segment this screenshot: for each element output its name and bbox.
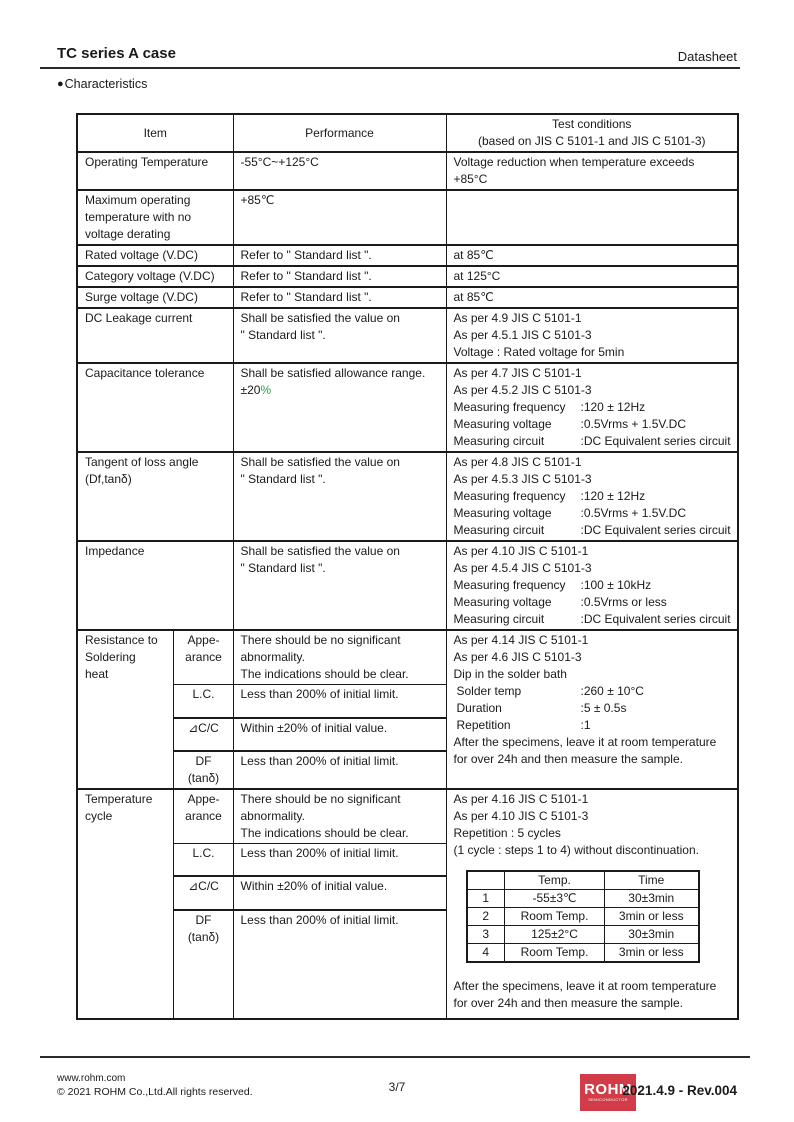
- sub-item-cell: DF (tanδ): [173, 751, 233, 789]
- row-impedance: [77, 541, 738, 630]
- cycle-time-header: Time: [605, 871, 699, 890]
- footer-website: www.rohm.com: [57, 1073, 126, 1084]
- page-number: 3/7: [388, 1080, 406, 1094]
- tolerance-value: ±20%: [240, 383, 272, 397]
- footer-divider: [40, 1056, 750, 1058]
- item-cell: Surge voltage (V.DC): [77, 287, 233, 308]
- sub-item-cell: L.C.: [173, 843, 233, 876]
- performance-cell: Refer to " Standard list ".: [233, 287, 446, 308]
- cycle-row-3: 3 125±2°C 30±3min: [467, 925, 699, 943]
- sub-item-cell: Appe- arance: [173, 630, 233, 685]
- sub-item-cell: Appe- arance: [173, 789, 233, 844]
- cycle-temp-header: Temp.: [505, 871, 605, 890]
- item-cell: DC Leakage current: [77, 308, 233, 363]
- test-cell: at 125°C: [446, 266, 738, 287]
- item-cell: Operating Temperature: [77, 152, 233, 190]
- row-tangent-of-loss: [77, 452, 738, 541]
- item-cell: Maximum operating temperature with no voltage derating: [77, 190, 233, 245]
- row-operating-temperature: [77, 152, 738, 190]
- section-heading: [57, 77, 147, 91]
- test-conditions-title: Test conditions: [552, 117, 632, 131]
- row-surge-voltage: [77, 287, 738, 308]
- cycle-row-2: 2 Room Temp. 3min or less: [467, 907, 699, 925]
- footer-copyright: © 2021 ROHM Co.,Ltd.All rights reserved.: [57, 1086, 253, 1098]
- test-cell: at 85℃: [446, 287, 738, 308]
- performance-cell: Shall be satisfied the value on " Standard list ".: [233, 308, 446, 363]
- performance-cell: Within ±20% of initial value.: [233, 876, 446, 910]
- item-cell: Category voltage (V.DC): [77, 266, 233, 287]
- test-cell: As per 4.14 JIS C 5101-1 As per 4.6 JIS C 5101-3 Dip in the solder bath Solder temp :260 ± 10°C Duration :5 ± 0.5s Repetition :1 After the specimens, leave it at room temperature for over 24h and then measure the sample.: [446, 630, 738, 789]
- title-divider: [40, 67, 740, 69]
- row-rated-voltage: [77, 245, 738, 266]
- test-cell: at 85℃: [446, 245, 738, 266]
- revision-label: 2021.4.9 - Rev.004: [622, 1083, 737, 1098]
- performance-cell: Refer to " Standard list ".: [233, 245, 446, 266]
- row-capacitance-tolerance: [77, 363, 738, 452]
- performance-cell: Shall be satisfied the value on " Standard list ".: [233, 452, 446, 541]
- test-cell: As per 4.9 JIS C 5101-1 As per 4.5.1 JIS C 5101-3 Voltage : Rated voltage for 5min: [446, 308, 738, 363]
- performance-cell: Less than 200% of initial limit.: [233, 685, 446, 718]
- performance-cell: Shall be satisfied the value on " Standard list ".: [233, 541, 446, 630]
- test-conditions-note: (based on JIS C 5101-1 and JIS C 5101-3): [478, 134, 706, 148]
- test-cell: As per 4.16 JIS C 5101-1 As per 4.10 JIS C 5101-3 Repetition : 5 cycles (1 cycle : steps 1 to 4) without discontinuation. Temp. Time 1 -55±3℃ 30±3min 2 Room Temp. 3min or less 3 125±2°C 30±3min 4 Room Temp. 3min or less After the specimens, leave it at room temperature for over 24h and then measure the sample.: [446, 789, 738, 1020]
- col-header-performance: Performance: [233, 114, 446, 152]
- characteristics-table-wrap: [76, 113, 739, 1020]
- performance-cell: Refer to " Standard list ".: [233, 266, 446, 287]
- performance-cell: Less than 200% of initial limit.: [233, 843, 446, 876]
- doc-type-label: Datasheet: [677, 49, 737, 64]
- performance-cell: -55°C~+125°C: [233, 152, 446, 190]
- row-category-voltage: [77, 266, 738, 287]
- col-header-test-conditions: [446, 114, 738, 152]
- test-note: After the specimens, leave it at room temperature: [453, 978, 717, 993]
- bullet-icon: ●: [57, 78, 64, 90]
- test-note: After the specimens, leave it at room temperature: [453, 735, 717, 749]
- performance-cell: Within ±20% of initial value.: [233, 718, 446, 751]
- performance-cell: There should be no significant abnormality. The indications should be clear.: [233, 630, 446, 685]
- cycle-steps-table: [466, 870, 700, 963]
- test-cell: As per 4.8 JIS C 5101-1 As per 4.5.3 JIS C 5101-3 Measuring frequency :120 ± 12Hz Measuring voltage :0.5Vrms + 1.5V.DC Measuring circuit :DC Equivalent series circuit: [446, 452, 738, 541]
- row-resistance-soldering-appearance: [77, 630, 738, 685]
- rohm-logo-text: ROHM: [584, 1081, 632, 1098]
- table-header-row: [77, 114, 738, 152]
- row-temperature-cycle-appearance: [77, 789, 738, 844]
- row-dc-leakage: [77, 308, 738, 363]
- item-cell: Tangent of loss angle (Df,tanδ): [77, 452, 233, 541]
- performance-cell: Shall be satisfied allowance range. ±20%: [233, 363, 446, 452]
- test-cell: As per 4.10 JIS C 5101-1 As per 4.5.4 JIS C 5101-3 Measuring frequency :100 ± 10kHz Measuring voltage :0.5Vrms or less Measuring circuit :DC Equivalent series circuit: [446, 541, 738, 630]
- sub-item-cell: DF (tanδ): [173, 910, 233, 1019]
- test-note: for over 24h and then measure the sample.: [453, 995, 683, 1010]
- performance-cell: Less than 200% of initial limit.: [233, 910, 446, 1019]
- tolerance-unit: %: [260, 383, 272, 397]
- rohm-logo-subtext: SEMICONDUCTOR: [588, 1097, 628, 1102]
- performance-cell: +85℃: [233, 190, 446, 245]
- sub-item-cell: L.C.: [173, 685, 233, 718]
- item-cell: Impedance: [77, 541, 233, 630]
- cycle-row-1: 1 -55±3℃ 30±3min: [467, 889, 699, 907]
- test-note: for over 24h and then measure the sample.: [453, 752, 683, 766]
- row-max-operating-temperature: [77, 190, 738, 245]
- section-title: Characteristics: [64, 77, 148, 91]
- item-cell: Rated voltage (V.DC): [77, 245, 233, 266]
- cycle-step-header: [467, 871, 505, 890]
- test-cell: [446, 190, 738, 245]
- test-cell: As per 4.7 JIS C 5101-1 As per 4.5.2 JIS C 5101-3 Measuring frequency :120 ± 12Hz Measuring voltage :0.5Vrms + 1.5V.DC Measuring circuit :DC Equivalent series circuit: [446, 363, 738, 452]
- item-cell: Resistance to Soldering heat: [77, 630, 173, 789]
- cycle-row-4: 4 Room Temp. 3min or less: [467, 943, 699, 962]
- sub-item-cell: ⊿C/C: [173, 718, 233, 751]
- performance-cell: There should be no significant abnormality. The indications should be clear.: [233, 789, 446, 844]
- characteristics-table: [76, 113, 739, 1020]
- page-title: TC series A case: [57, 45, 176, 62]
- performance-cell: Less than 200% of initial limit.: [233, 751, 446, 789]
- col-header-item: Item: [77, 114, 233, 152]
- test-cell: Voltage reduction when temperature exceeds +85°C: [446, 152, 738, 190]
- cycle-header-row: [467, 871, 699, 890]
- item-cell: Temperature cycle: [77, 789, 173, 1020]
- sub-item-cell: ⊿C/C: [173, 876, 233, 910]
- item-cell: Capacitance tolerance: [77, 363, 233, 452]
